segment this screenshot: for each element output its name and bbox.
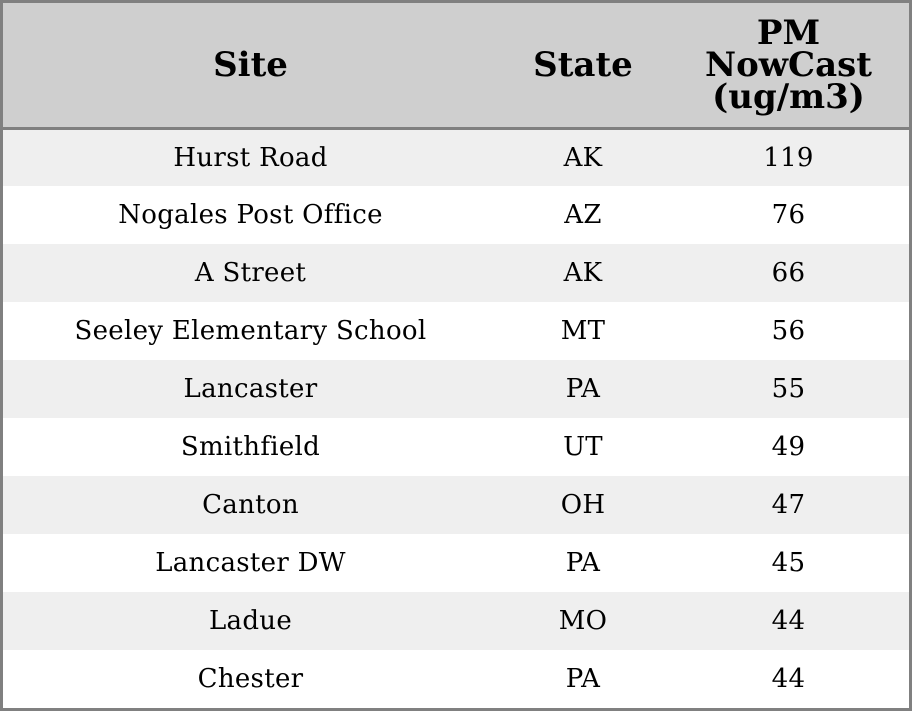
pm-nowcast-table	[3, 3, 909, 708]
cell-state: AK	[563, 142, 603, 173]
cell-site: Seeley Elementary School	[74, 316, 427, 346]
cell-pm: 56	[771, 316, 806, 346]
table-row	[3, 476, 909, 534]
cell-pm: 76	[771, 200, 806, 230]
table-row	[3, 186, 909, 244]
cell-pm: 45	[771, 548, 806, 578]
cell-site: Nogales Post Office	[118, 200, 383, 230]
cell-state: MT	[560, 316, 606, 346]
cell-state: OH	[560, 490, 606, 520]
table-row	[3, 650, 909, 708]
table-row	[3, 128, 909, 186]
cell-pm: 119	[763, 142, 814, 173]
cell-state: AZ	[564, 200, 602, 230]
cell-site: A Street	[194, 258, 307, 288]
cell-pm: 66	[771, 258, 806, 288]
table-row	[3, 244, 909, 302]
cell-state: MO	[558, 606, 608, 636]
cell-site: Lancaster	[183, 374, 318, 404]
table-row	[3, 302, 909, 360]
header-pm-line2: NowCast	[705, 44, 872, 85]
header-row	[3, 3, 909, 128]
cell-state: AK	[563, 258, 603, 288]
cell-state: UT	[563, 432, 603, 462]
cell-pm: 47	[771, 490, 806, 520]
cell-state: PA	[565, 548, 601, 578]
cell-pm: 49	[771, 432, 806, 462]
table-row	[3, 592, 909, 650]
header-state: State	[498, 3, 668, 128]
header-pm-nowcast	[668, 3, 909, 128]
table-body	[3, 128, 909, 708]
cell-state: PA	[565, 664, 601, 694]
cell-site: Lancaster DW	[155, 548, 346, 578]
cell-site: Canton	[202, 490, 299, 520]
header-site: Site	[3, 3, 498, 128]
table-row	[3, 360, 909, 418]
cell-site: Smithfield	[180, 432, 321, 462]
header-pm-line1: PM	[756, 12, 821, 53]
cell-pm: 55	[771, 374, 806, 404]
table-row	[3, 418, 909, 476]
cell-pm: 44	[771, 664, 806, 694]
cell-site: Ladue	[208, 606, 293, 636]
cell-site: Hurst Road	[173, 142, 328, 173]
header-pm-line3: (ug/m3)	[712, 76, 865, 117]
table-row	[3, 534, 909, 592]
cell-site: Chester	[197, 664, 304, 694]
table-header	[3, 3, 909, 128]
cell-pm: 44	[771, 606, 806, 636]
cell-state: PA	[565, 374, 601, 404]
